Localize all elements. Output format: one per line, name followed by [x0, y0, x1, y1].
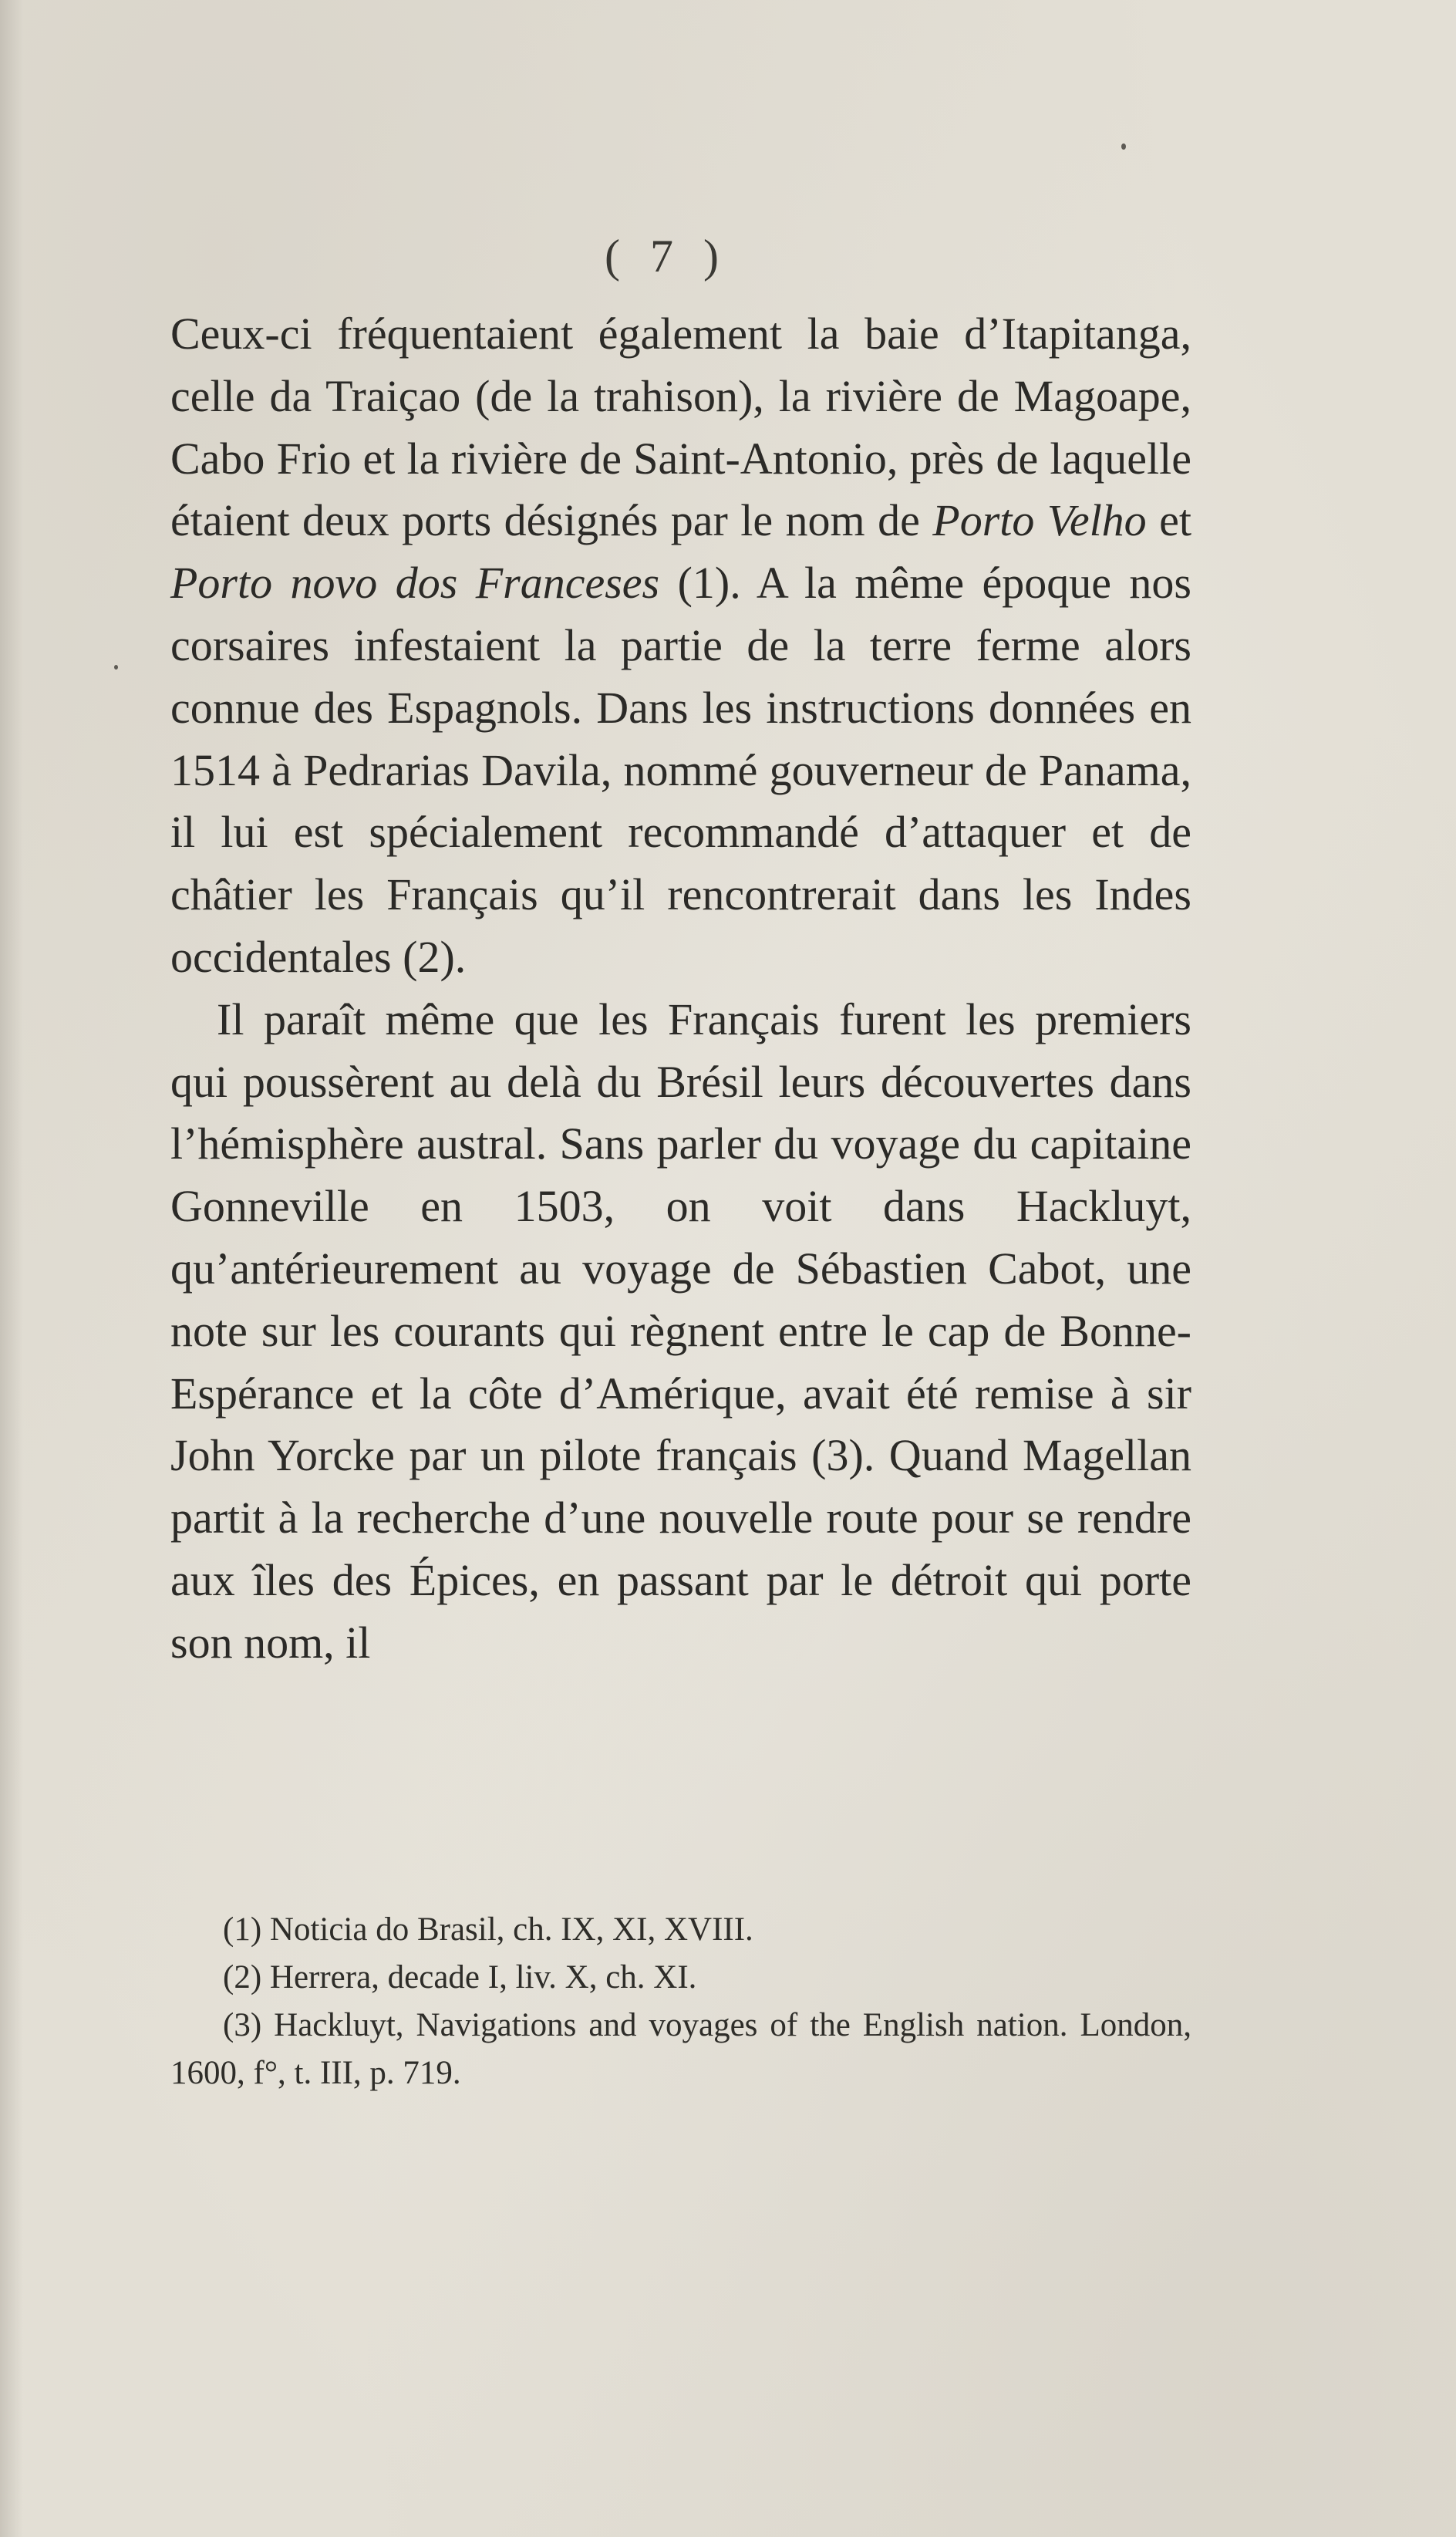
paragraph-1-text-b: et [1146, 495, 1191, 546]
footnote-2: (2) Herrera, decade I, liv. X, ch. XI. [223, 1959, 697, 1996]
page-spine-shadow [0, 0, 23, 2537]
italic-porto-velho: Porto Velho [932, 495, 1147, 546]
paragraph-1-text-c: (1). A la même époque nos corsaires infestaient la partie de la terre ferme alors connue des Espagnols. Dans les instructions données en 1514 à Pedrarias Davila, nommé gouverneur de Panama, il lui est spécialement recommandé d’attaquer et de châtier les Français qu’il rencontrerait dans les Indes occidentales (2). [170, 558, 1191, 982]
italic-porto-novo: Porto novo dos Franceses [170, 558, 660, 609]
ink-speck-margin [114, 665, 118, 670]
paragraph-1-text-a: Ceux-ci fréquentaient également la baie d’Itapitanga, celle da Traiçao (de la trahison), la rivière de Magoape, Cabo Frio et la rivière de Saint-Antonio, près de laquelle étaient deux ports désignés par le nom de [170, 309, 1191, 546]
page-number: ( 7 ) [605, 231, 728, 282]
paragraph-1 [170, 303, 1191, 989]
paragraph-2: Il paraît même que les Français furent les premiers qui poussèrent au delà du Brésil leurs découvertes dans l’hémisphère austral. Sans parler du voyage du capitaine Gonneville en 1503, on voit dans Hackluyt, qu’antérieurement au voyage de Sébastien Cabot, une note sur les courants qui règnent entre le cap de Bonne-Espérance et la côte d’Amérique, avait été remise à sir John Yorcke par un pilote français (3). Quand Magellan partit à la recherche d’une nouvelle route pour se rendre aux îles des Épices, en passant par le détroit qui porte son nom, il [170, 994, 1191, 1668]
footnotes [170, 1906, 1191, 2097]
ink-speck-top [1121, 143, 1126, 150]
body-text [170, 303, 1191, 1675]
footnote-1: (1) Noticia do Brasil, ch. IX, XI, XVIII. [223, 1911, 753, 1948]
footnote-3: (3) Hackluyt, Navigations and voyages of the English nation. London, 1600, f°, t. III, p. 719. [170, 2007, 1191, 2091]
